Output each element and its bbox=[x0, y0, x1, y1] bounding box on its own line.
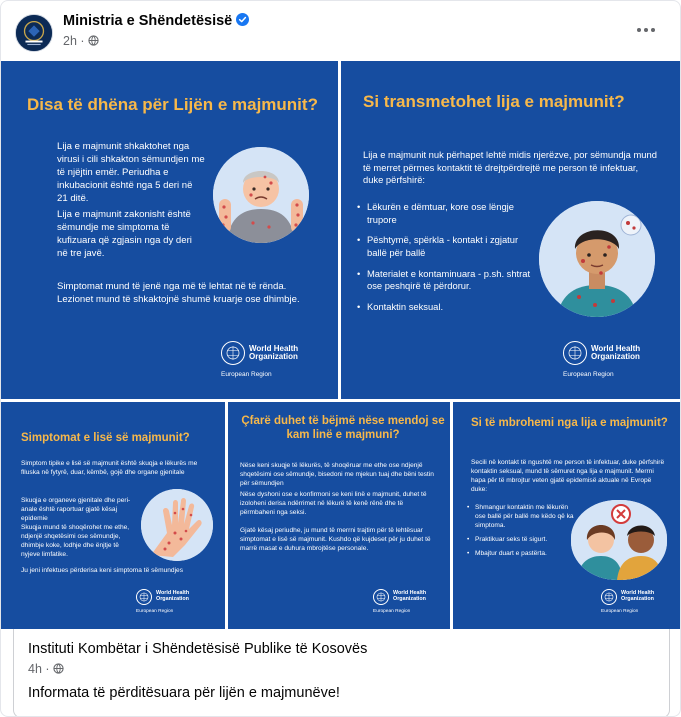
image-tile-facts[interactable] bbox=[1, 61, 338, 399]
tile-paragraph: Ju jeni infektues përderisa keni simptoma të sëmundjes bbox=[21, 567, 183, 574]
list-item: • Mbajtur duart e pastërta. bbox=[467, 550, 577, 559]
shared-post-attachment[interactable] bbox=[13, 629, 670, 717]
more-options-button[interactable] bbox=[632, 19, 660, 41]
tile-paragraph: Simptomat mund të jenë nga më të lehtat në të rënda. Lezionet mund të shkaktojnë shumë kruarje ose dhimbje. bbox=[57, 281, 300, 305]
list-item: • Praktikuar seks të sigurt. bbox=[467, 536, 577, 545]
who-logo bbox=[373, 589, 427, 614]
who-emblem-icon bbox=[563, 341, 587, 365]
shared-post-text: Informata të përditësuara për lijën e majmunëve! bbox=[28, 685, 340, 701]
infected-man-illustration bbox=[539, 201, 655, 317]
tile-bullet-list bbox=[467, 504, 577, 563]
who-region: European Region bbox=[601, 609, 639, 614]
tile-title: Çfarë duhet të bëjmë nëse mendoj se kam linë e majmuni? bbox=[241, 415, 445, 441]
tile-title: Si transmetohet lija e majmunit? bbox=[363, 92, 625, 111]
who-logo bbox=[136, 589, 190, 614]
tile-paragraph: Simptom tipike e lisë së majmunit është skuqja e lëkurës me flluska në fytyrë, duar, këmbë, gojë dhe organe gjenitale bbox=[21, 460, 198, 476]
image-tile-protection[interactable] bbox=[453, 402, 681, 629]
globe-icon bbox=[88, 35, 99, 46]
dot-icon bbox=[651, 28, 655, 32]
verified-badge-icon bbox=[236, 13, 249, 26]
dot-icon bbox=[644, 28, 648, 32]
tile-paragraph: Skuqja e organeve gjenitale dhe peri-anale është raportuar gjatë kësaj epidemie bbox=[21, 497, 131, 522]
tile-paragraph: Lija e majmunit shkaktohet nga virusi i cili shkakton sëmundjen me të njëjtin emër. Periudha e inkubacionit është nga 5 deri në 21 ditë. bbox=[57, 141, 205, 204]
who-emblem-icon bbox=[601, 589, 617, 605]
tile-bullet-list bbox=[355, 201, 537, 322]
sick-person-illustration bbox=[213, 147, 309, 243]
image-tile-what-to-do[interactable] bbox=[228, 402, 450, 629]
list-item: • Materialet e kontaminuara - p.sh. shtrat ose peshqirë të përdorur. bbox=[355, 268, 537, 293]
shared-post-meta: 4h · bbox=[28, 662, 64, 676]
tile-paragraph: Skuqja mund të shoqërohet me ethe, ndjenjë shqetësimi ose sëmundje, dhimbje koke, lodhje dhe ënjtje të nyjeve limfatike. bbox=[21, 524, 130, 558]
shared-author-name[interactable]: Instituti Kombëtar i Shëndetësisë Publike të Kosovës bbox=[28, 641, 368, 657]
author-name[interactable]: Ministria e Shëndetësisë bbox=[63, 13, 233, 29]
who-name-line2: Organization bbox=[249, 352, 298, 361]
who-name-line1: World Health bbox=[393, 590, 427, 597]
image-tile-symptoms[interactable] bbox=[1, 402, 225, 629]
post-time[interactable]: 2h bbox=[63, 34, 77, 48]
who-name-line2: Organization bbox=[156, 596, 189, 602]
tile-paragraph: Gjatë kësaj periudhe, ju mund të merrni trajtim për të lehtësuar simptomat e lisë së majmunit. Kushdo që kujdeset për ju duhet të marrë masat e duhura mbrojtëse personale. bbox=[240, 527, 431, 552]
tile-paragraph: Nëse dyshoni ose e konfirmoni se keni linë e majmunit, duhet të izoloheni derisa ndërrimet në lëkurë të kenë rënë dhe të përmbaheni nga seksi. bbox=[240, 491, 427, 516]
who-name-line2: Organization bbox=[621, 596, 654, 602]
shared-post-time[interactable]: 4h bbox=[28, 662, 42, 676]
image-grid bbox=[1, 61, 681, 629]
who-name-line1: World Health bbox=[249, 343, 299, 353]
page-name[interactable] bbox=[63, 13, 249, 29]
page-avatar[interactable] bbox=[15, 14, 53, 52]
list-item: • Kontaktin seksual. bbox=[355, 301, 537, 314]
who-name-line2: Organization bbox=[591, 352, 640, 361]
who-region: European Region bbox=[373, 609, 411, 614]
post-meta: 2h · bbox=[63, 34, 99, 48]
globe-icon bbox=[53, 663, 64, 674]
tile-title: Simptomat e lisë së majmunit? bbox=[21, 432, 190, 444]
list-item: • Shmangur kontaktin me lëkurën ose ballë për ballë me këdo që ka simptoma. bbox=[467, 504, 577, 531]
tile-paragraph: Lija e majmunit zakonisht është sëmundje me simptoma të kufizuara që zgjasin nga dy deri në tre javë. bbox=[57, 209, 192, 259]
who-logo bbox=[601, 589, 655, 614]
who-name-line2: Organization bbox=[393, 596, 426, 602]
who-logo bbox=[221, 341, 299, 378]
who-name-line1: World Health bbox=[621, 590, 655, 597]
list-item: • Pështymë, spërkla - kontakt i zgjatur ballë për ballë bbox=[355, 234, 537, 259]
dot-icon bbox=[637, 28, 641, 32]
tile-paragraph: Lija e majmunit nuk përhapet lehtë midis njerëzve, por sëmundja mund të merret përmes kontaktit të drejtpërdrejtë me person të infektuar, duke përfshirë: bbox=[363, 149, 657, 186]
who-name-line1: World Health bbox=[591, 343, 641, 353]
image-tile-transmission[interactable] bbox=[341, 61, 681, 399]
who-emblem-icon bbox=[136, 589, 152, 605]
list-item: • Lëkurën e dëmtuar, kore ose lëngje trupore bbox=[355, 201, 537, 226]
tile-title: Disa të dhëna për Lijën e majmunit? bbox=[27, 95, 318, 114]
tile-title: Si të mbrohemi nga lija e majmunit? bbox=[471, 417, 668, 429]
who-region: European Region bbox=[221, 371, 272, 378]
who-logo bbox=[563, 341, 641, 378]
who-region: European Region bbox=[136, 609, 174, 614]
post-header bbox=[1, 1, 681, 61]
who-emblem-icon bbox=[221, 341, 245, 365]
who-region: European Region bbox=[563, 371, 614, 378]
two-people-illustration bbox=[571, 500, 667, 580]
rash-hand-illustration bbox=[141, 489, 213, 561]
tile-paragraph: Secili në kontakt të ngushtë me person të infektuar, duke përfshirë kontaktin seksual, mund të sëmuret nga lija e majmunit. Merrni hapa për të mbrojtur veten gjatë epidemisë aktuale në Evropë duke: bbox=[471, 459, 665, 493]
tile-paragraph: Nëse keni skuqje të lëkurës, të shoqëruar me ethe ose ndjenjë shqetësimi ose sëmundje, bisedoni me mjekun tuaj dhe bëni testin për sëmundjen bbox=[240, 462, 434, 487]
who-name-line1: World Health bbox=[156, 590, 190, 597]
who-emblem-icon bbox=[373, 589, 389, 605]
